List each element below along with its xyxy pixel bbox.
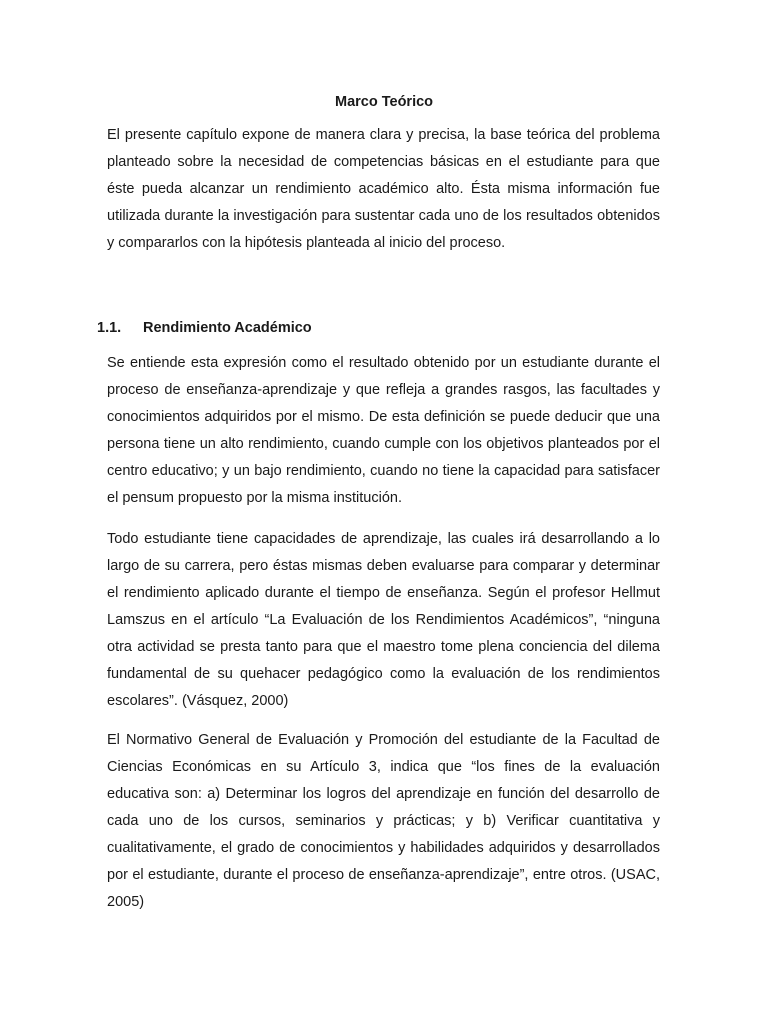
document-title: Marco Teórico bbox=[334, 94, 434, 110]
section-number: 1.1. bbox=[97, 320, 122, 336]
section-paragraph-3: El Normativo General de Evaluación y Promoción del estudiante de la Facultad de Ciencias Económicas en su Artículo 3, indica que “los fines de la evaluación educativa son: a) Determinar los logros del aprendizaje en función del desarrollo de cada uno de los cursos, seminarios y prácticas; y b) Verificar cuantitativa y cualitativamente, el grado de conocimientos y habilidades adquiridos y desarrollados por el estudiante, durante el proceso de enseñanza-aprendizaje”, entre otros. (USAC, 2005) bbox=[107, 732, 660, 910]
section-paragraph-1: Se entiende esta expresión como el resultado obtenido por un estudiante durante el proceso de enseñanza-aprendizaje y que refleja a grandes rasgos, las facultades y conocimientos adquiridos por el mismo. De esta definición se puede deducir que una persona tiene un alto rendimiento, cuando cumple con los objetivos planteados por el centro educativo; y un bajo rendimiento, cuando no tiene la capacidad para satisfacer el pensum propuesto por la misma institución. bbox=[107, 355, 660, 506]
intro-paragraph: El presente capítulo expone de manera clara y precisa, la base teórica del problema planteado sobre la necesidad de competencias básicas en el estudiante para que éste pueda alcanzar un rendimiento académico alto. Ésta misma información fue utilizada durante la investigación para sustentar cada uno de los resultados obtenidos y compararlos con la hipótesis planteada al inicio del proceso. bbox=[107, 127, 660, 251]
section-title: Rendimiento Académico bbox=[143, 320, 312, 336]
section-paragraph-2: Todo estudiante tiene capacidades de aprendizaje, las cuales irá desarrollando a lo largo de su carrera, pero éstas mismas deben evaluarse para comparar y determinar el rendimiento aplicado durante el tiempo de enseñanza. Según el profesor Hellmut Lamszus en el artículo “La Evaluación de los Rendimientos Académicos”, “ninguna otra actividad se presta tanto para que el maestro tome plena conciencia del dilema fundamental de su quehacer pedagógico como la evaluación de los rendimientos escolares”. (Vásquez, 2000) bbox=[107, 531, 660, 709]
section-heading bbox=[97, 318, 697, 338]
